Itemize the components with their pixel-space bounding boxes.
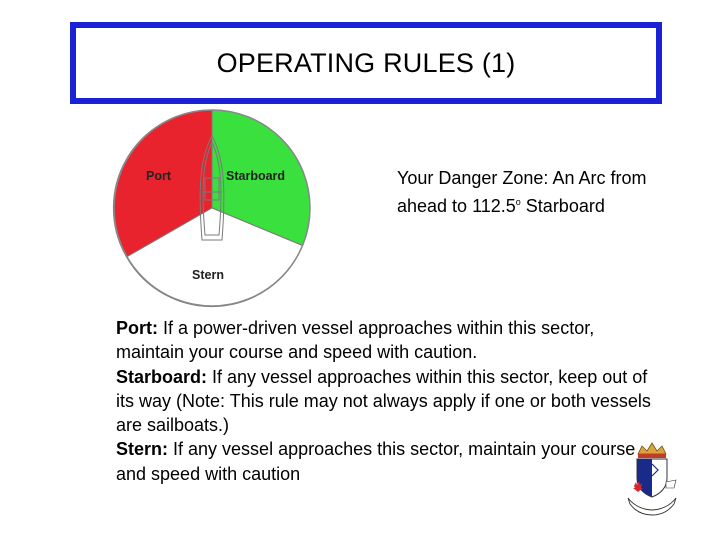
danger-zone-main: Your Danger Zone: An Arc from ahead to 112.5 <box>397 168 647 216</box>
rule-label: Stern: <box>116 439 169 460</box>
rule-text: If any vessel approaches within this sector, keep out of its way (Note: This rule may not always apply if one or both vessels are sailboats.) <box>116 366 651 436</box>
rule-text: If a power-driven vessel approaches within this sector, maintain your course and speed with caution. <box>116 318 595 363</box>
danger-zone-text <box>397 166 657 218</box>
rule-label: Starboard: <box>116 366 208 387</box>
rules-list <box>116 316 656 486</box>
crest-icon <box>622 440 682 516</box>
rule-text: If any vessel approaches this sector, maintain your course and speed with caution <box>116 439 636 484</box>
port-label: Port <box>146 169 171 183</box>
title-box <box>70 22 662 104</box>
danger-zone-end: Starboard <box>520 196 605 216</box>
sector-diagram <box>112 108 312 308</box>
slide-title: OPERATING RULES (1) <box>216 47 516 78</box>
stern-label: Stern <box>192 268 224 282</box>
rule-label: Port: <box>116 318 158 338</box>
degree-mark: o <box>515 197 521 207</box>
rule-starboard <box>116 365 656 438</box>
rule-stern <box>116 437 656 486</box>
rule-port <box>116 316 656 365</box>
starboard-label: Starboard <box>226 169 286 183</box>
